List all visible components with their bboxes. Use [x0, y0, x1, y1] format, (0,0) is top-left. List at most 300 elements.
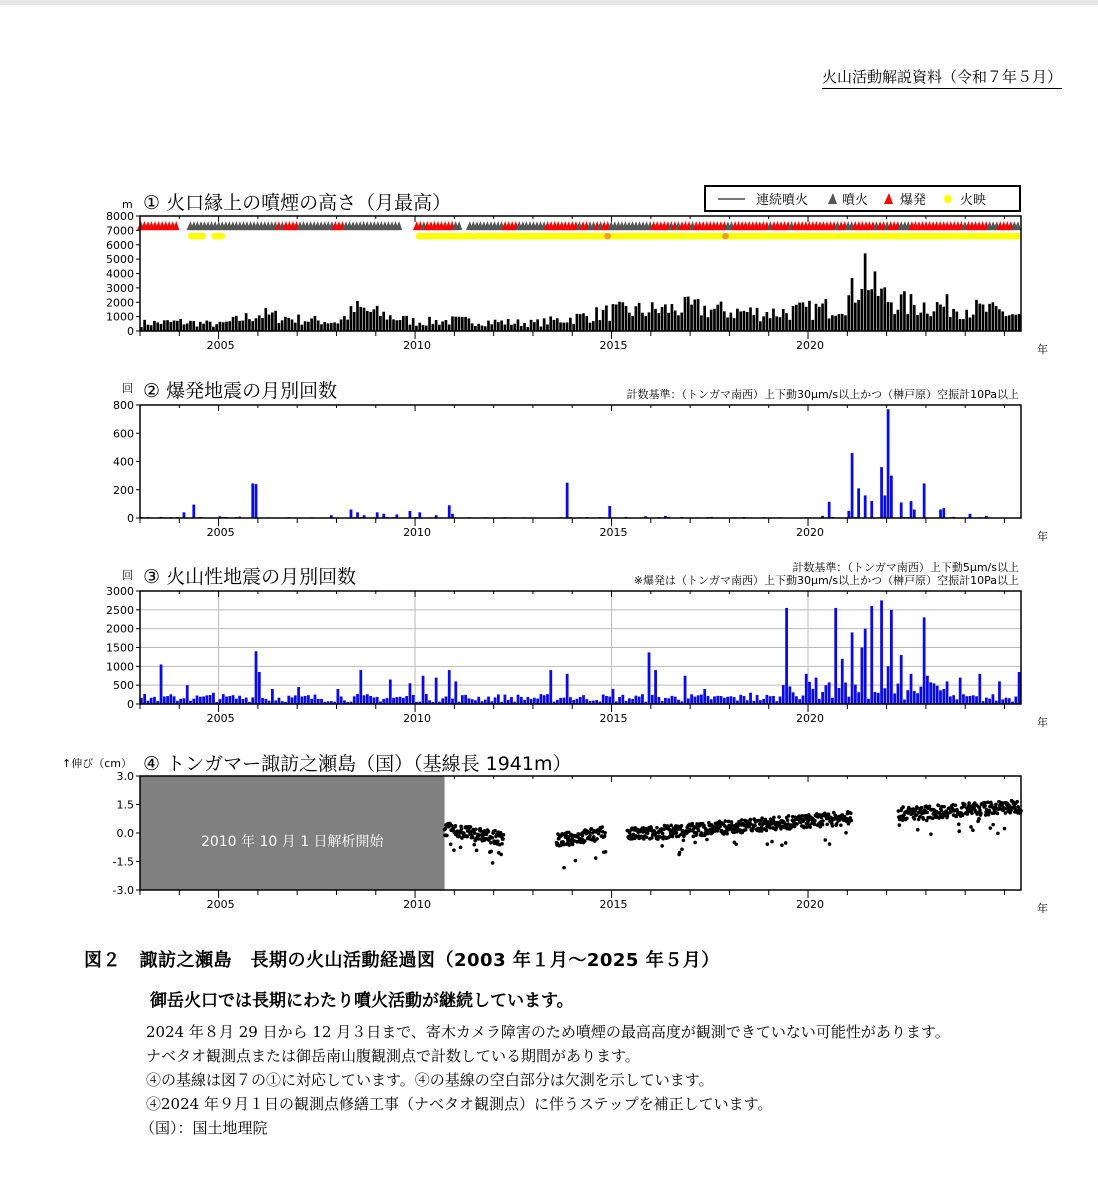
- plume-bar: [651, 302, 654, 331]
- volcanic-quake-bar: [919, 687, 922, 704]
- plume-bar: [150, 325, 153, 331]
- baseline-point: [821, 819, 825, 823]
- baseline-point: [766, 842, 770, 846]
- top-border: [0, 0, 1098, 5]
- explosion-quake-bar: [851, 453, 854, 518]
- plume-bar: [638, 303, 641, 331]
- volcanic-quake-bar: [700, 695, 703, 704]
- plume-bar: [648, 312, 651, 331]
- plume-bar: [844, 315, 847, 331]
- volcanic-quake-bar: [487, 697, 490, 704]
- plume-bar: [838, 314, 841, 331]
- note-2: ④の基線は図７の①に対応しています。④の基線の空白部分は欠測を示しています。: [146, 1071, 714, 1089]
- volcanic-quake-bar: [651, 695, 654, 704]
- panel-title-1: ① 火口縁上の噴煙の高さ（月最高）: [143, 192, 452, 214]
- volcanic-quake-bar: [874, 692, 877, 704]
- plume-bar: [431, 324, 434, 331]
- plume-bar: [481, 326, 484, 331]
- plume-bar: [399, 320, 402, 331]
- xtick-label-4-3: 2020: [796, 898, 825, 911]
- volcanic-quake-bar: [1018, 672, 1021, 704]
- plume-bar: [307, 322, 310, 331]
- volcanic-quake-bar: [910, 674, 913, 704]
- explosion-quake-bar: [890, 476, 893, 518]
- explosion-quake-bar: [900, 502, 903, 518]
- volcanic-quake-bar: [454, 681, 457, 704]
- baseline-point: [588, 831, 592, 835]
- volcanic-quake-bar: [192, 699, 195, 704]
- volcanic-quake-bar: [618, 697, 621, 704]
- volcanic-quake-bar: [143, 694, 146, 704]
- volcanic-quake-bar: [477, 697, 480, 704]
- volcanic-quake-bar: [723, 698, 726, 704]
- baseline-point: [682, 838, 686, 842]
- volcanic-quake-bar: [238, 696, 241, 704]
- plume-bar: [448, 325, 451, 331]
- plume-bar: [625, 306, 628, 331]
- baseline-point: [765, 829, 769, 833]
- plume-bar: [959, 319, 962, 331]
- plume-bar: [549, 316, 552, 331]
- plume-bar: [543, 318, 546, 331]
- plume-bar: [916, 315, 919, 331]
- baseline-point: [661, 832, 665, 836]
- volcanic-quake-bar: [864, 629, 867, 704]
- baseline-point: [655, 826, 659, 830]
- volcanic-quake-bar: [464, 695, 467, 704]
- volcanic-quake-bar: [169, 694, 172, 704]
- explosion-quake-bar: [192, 505, 195, 518]
- baseline-point: [669, 824, 673, 828]
- plume-bar: [412, 318, 415, 331]
- volcanic-quake-bar: [291, 697, 294, 704]
- baseline-point: [471, 836, 475, 840]
- plume-bar: [936, 302, 939, 331]
- plume-bar: [707, 317, 710, 331]
- volcanic-quake-bar: [749, 693, 752, 704]
- plume-bar: [333, 322, 336, 331]
- xtick-label-3-0: 2005: [206, 712, 235, 725]
- volcanic-quake-bar: [805, 674, 808, 704]
- ytick-label-4-0: -3.0: [112, 884, 134, 897]
- explosion-quake-bar: [376, 512, 379, 518]
- plume-bar: [471, 323, 474, 331]
- glow-mark-highlight: [722, 233, 729, 240]
- baseline-point: [475, 849, 479, 853]
- plume-bar: [897, 310, 900, 331]
- plume-bar: [356, 301, 359, 331]
- xtick-label-2-0: 2005: [206, 526, 235, 539]
- baseline-point: [740, 818, 744, 822]
- baseline-point: [825, 823, 829, 827]
- volcanic-quake-bar: [739, 695, 742, 704]
- volcanic-quake-bar: [409, 683, 412, 704]
- volcanic-quake-bar: [969, 696, 972, 704]
- plume-bar: [608, 321, 611, 331]
- volcanic-quake-bar: [451, 699, 454, 704]
- volcanic-quake-bar: [769, 696, 772, 704]
- plume-bar: [1001, 311, 1004, 331]
- plume-bar: [310, 318, 313, 331]
- plume-bar: [779, 317, 782, 331]
- plume-bar: [494, 320, 497, 331]
- plume-bar: [703, 306, 706, 331]
- plume-bar: [926, 314, 929, 331]
- plume-bar: [952, 309, 955, 331]
- baseline-point: [583, 839, 587, 843]
- glow-mark: [200, 233, 207, 240]
- volcanic-quake-bar: [730, 696, 733, 704]
- volcanic-quake-bar: [900, 655, 903, 704]
- plume-bar: [441, 322, 444, 331]
- plume-bar: [788, 320, 791, 331]
- baseline-point: [971, 828, 975, 832]
- plume-bar: [589, 323, 592, 331]
- baseline-point: [831, 824, 835, 828]
- plume-bar: [785, 313, 788, 331]
- explosion-quake-bar: [870, 501, 873, 518]
- plume-bar: [468, 318, 471, 331]
- plume-bar: [215, 324, 218, 331]
- plume-bar: [189, 321, 192, 331]
- plume-bar: [890, 302, 893, 331]
- baseline-point: [502, 833, 506, 837]
- baseline-point: [849, 819, 853, 823]
- plume-bar: [992, 302, 995, 331]
- plume-bar: [867, 290, 870, 331]
- baseline-point: [753, 824, 757, 828]
- baseline-point: [697, 829, 701, 833]
- volcanic-quake-bar: [228, 696, 231, 704]
- plume-bar: [405, 316, 408, 331]
- explosion-quake-bar: [255, 484, 258, 518]
- plume-bar: [176, 321, 179, 331]
- document-header-note: 火山活動解説資料（令和７年５月）: [822, 66, 1062, 89]
- plume-bar: [222, 322, 225, 331]
- volcanic-quake-bar: [841, 659, 844, 704]
- plume-bar: [533, 322, 536, 331]
- volcanic-quake-bar: [726, 697, 729, 704]
- volcanic-quake-bar: [834, 608, 837, 704]
- baseline-point: [967, 801, 971, 805]
- plume-bar: [923, 302, 926, 331]
- baseline-point: [989, 826, 993, 830]
- plume-bar: [592, 321, 595, 331]
- plume-bar: [985, 312, 988, 331]
- volcanic-quake-bar: [890, 610, 893, 704]
- plume-bar: [284, 317, 287, 331]
- plume-bar: [772, 309, 775, 331]
- volcanic-quake-bar: [861, 648, 864, 705]
- plume-bar: [556, 318, 559, 331]
- volcanic-quake-bar: [877, 693, 880, 704]
- baseline-point: [905, 817, 909, 821]
- volcanic-quake-bar: [795, 696, 798, 704]
- plume-bar: [513, 324, 516, 331]
- baseline-point: [922, 817, 926, 821]
- volcanic-quake-bar: [818, 699, 821, 704]
- plume-bar: [251, 321, 254, 331]
- baseline-point: [465, 835, 469, 839]
- volcanic-quake-bar: [906, 690, 909, 704]
- volcanic-quake-bar: [887, 666, 890, 704]
- criteria-3b: ※爆発は（トンガマ南西）上下動30μm/s以上かつ（榊戸原）空振計10Pa以上: [633, 574, 1019, 587]
- plume-bar: [887, 302, 890, 331]
- volcanic-quake-bar: [425, 694, 428, 704]
- plume-bar: [363, 308, 366, 331]
- volcanic-quake-bar: [566, 674, 569, 704]
- plume-bar: [451, 316, 454, 331]
- volcanic-quake-bar: [808, 682, 811, 704]
- baseline-point: [1015, 800, 1019, 804]
- criteria-2: 計数基準：（トンガマ南西）上下動30μm/s以上かつ（榊戸原）空振計10Pa以上: [626, 388, 1019, 401]
- plume-bar: [409, 325, 412, 331]
- plume-bar: [854, 303, 857, 331]
- y-axis-label-4: ↑伸び（cm）: [62, 757, 132, 770]
- volcanic-quake-bar: [533, 698, 536, 704]
- volcanic-quake-bar: [206, 695, 209, 704]
- plume-bar: [782, 309, 785, 331]
- plume-bar: [278, 323, 281, 331]
- ytick-label-2-4: 800: [113, 399, 134, 412]
- glow-mark-highlight: [604, 233, 611, 240]
- volcanic-quake-bar: [693, 697, 696, 704]
- plume-bar: [857, 300, 860, 331]
- volcanic-quake-bar: [690, 694, 693, 704]
- volcanic-quake-bar: [648, 652, 651, 704]
- panel-title-4: ④ トンガマー諏訪之瀬島（国）（基線長 1941m）: [143, 753, 572, 775]
- volcanic-quake-bar: [356, 694, 359, 704]
- plume-bar: [359, 307, 362, 331]
- plume-bar: [602, 310, 605, 331]
- volcanic-quake-bar: [517, 695, 520, 704]
- plume-bar: [264, 308, 267, 331]
- plume-bar: [382, 312, 385, 331]
- volcanic-quake-bar: [720, 696, 723, 704]
- plume-bar: [173, 321, 176, 331]
- volcanic-quake-bar: [959, 678, 962, 704]
- volcanic-quake-bar: [166, 696, 169, 704]
- plume-bar: [166, 320, 169, 331]
- plume-bar: [605, 305, 608, 331]
- volcanic-quake-bar: [867, 699, 870, 704]
- volcanic-quake-bar: [870, 606, 873, 704]
- baseline-point: [786, 818, 790, 822]
- plume-bar: [910, 294, 913, 331]
- plume-bar: [716, 305, 719, 331]
- plume-bar: [477, 324, 480, 331]
- plume-bar: [929, 316, 932, 331]
- baseline-point: [988, 809, 992, 813]
- note-3: ④2024 年９月１日の観測点修繕工事（ナベタオ観測点）に伴うステップを補正しています。: [146, 1095, 773, 1113]
- volcanic-quake-bar: [713, 696, 716, 704]
- baseline-point: [675, 831, 679, 835]
- plume-bar: [304, 321, 307, 331]
- volcanic-quake-bar: [402, 698, 405, 704]
- plume-bar: [808, 301, 811, 331]
- plume-bar: [268, 315, 271, 331]
- ytick-label-1-7: 7000: [106, 224, 134, 238]
- plume-bar: [520, 326, 523, 331]
- baseline-point: [839, 823, 843, 827]
- panel-title-3: ③ 火山性地震の月別回数: [143, 566, 357, 588]
- volcanic-quake-bar: [150, 698, 153, 704]
- figure-notes: [128, 1020, 1058, 1140]
- x-axis-unit-1: 年: [1037, 343, 1048, 356]
- baseline-point: [978, 805, 982, 809]
- volcanic-quake-bar: [448, 670, 451, 704]
- baseline-point: [499, 853, 503, 857]
- volcanic-quake-bar: [939, 690, 942, 704]
- volcanic-quake-bar: [785, 608, 788, 704]
- volcanic-quake-bar: [546, 694, 549, 704]
- xtick-label-1-0: 2005: [206, 339, 235, 352]
- baseline-point: [469, 825, 473, 829]
- volcanic-quake-bar: [802, 695, 805, 704]
- plume-bar: [192, 321, 195, 331]
- plume-bar: [507, 319, 510, 331]
- baseline-point: [489, 850, 493, 854]
- volcanic-quake-bar: [779, 697, 782, 704]
- volcanic-quake-bar: [153, 697, 156, 704]
- plume-bar: [621, 302, 624, 331]
- plume-bar: [690, 305, 693, 331]
- baseline-point: [678, 851, 682, 855]
- plume-bar: [183, 324, 186, 331]
- volcanic-quake-bar: [294, 695, 297, 704]
- plume-bar: [752, 315, 755, 331]
- plume-bar: [337, 323, 340, 331]
- plume-bar: [654, 309, 657, 331]
- plume-bar: [824, 299, 827, 331]
- volcanic-quake-bar: [667, 698, 670, 704]
- plume-bar: [641, 313, 644, 331]
- plume-bar: [995, 306, 998, 331]
- explosion-quake-bar: [887, 409, 890, 518]
- baseline-point: [983, 804, 987, 808]
- volcanic-quake-bar: [733, 697, 736, 704]
- volcanic-quake-bar: [222, 694, 225, 704]
- plume-bar: [281, 320, 284, 331]
- volcanic-quake-bar: [278, 698, 281, 704]
- plume-bar: [615, 304, 618, 331]
- plume-bar: [346, 320, 349, 331]
- volcanic-quake-bar: [353, 696, 356, 704]
- volcanic-quake-bar: [641, 694, 644, 704]
- baseline-point: [603, 831, 607, 835]
- volcanic-quake-bar: [202, 696, 205, 704]
- baseline-point: [493, 829, 497, 833]
- plume-bar: [988, 304, 991, 331]
- plume-bar: [156, 322, 159, 331]
- x-axis-unit-4: 年: [1037, 902, 1048, 915]
- plume-bar: [851, 278, 854, 331]
- plume-bar: [913, 305, 916, 331]
- xtick-label-3-2: 2015: [599, 712, 628, 725]
- volcanic-quake-bar: [183, 698, 186, 704]
- baseline-point: [970, 811, 974, 815]
- plume-bar: [340, 319, 343, 331]
- plume-bar: [933, 311, 936, 331]
- unit-label-1: m: [122, 198, 133, 211]
- volcanic-quake-bar: [287, 696, 290, 704]
- plume-bar: [749, 307, 752, 331]
- plume-bar: [680, 313, 683, 331]
- volcanic-quake-bar: [972, 695, 975, 704]
- plume-bar: [949, 317, 952, 331]
- baseline-point: [942, 805, 946, 809]
- plume-bar: [883, 287, 886, 331]
- ytick-label-1-4: 4000: [106, 267, 134, 281]
- plume-bar: [320, 324, 323, 331]
- baseline-point: [489, 841, 493, 845]
- volcanic-quake-bar: [1014, 697, 1017, 704]
- volcanic-quake-bar: [716, 696, 719, 704]
- note-1: ナベタオ観測点または御岳南山腹観測点で計数している期間があります。: [146, 1047, 640, 1065]
- plume-bar: [667, 313, 670, 331]
- xtick-label-3-3: 2020: [796, 712, 825, 725]
- figure-caption: 図２ 諏訪之瀬島 長期の火山活動経過図（2003 年１月～2025 年５月）: [84, 950, 720, 971]
- baseline-point: [787, 814, 791, 818]
- baseline-point: [474, 828, 478, 832]
- plume-bar: [946, 294, 949, 331]
- baseline-point: [562, 866, 566, 870]
- baseline-point: [991, 823, 995, 827]
- plume-bar: [242, 321, 245, 331]
- volcanic-quake-bar: [359, 670, 362, 704]
- xtick-label-4-0: 2005: [206, 898, 235, 911]
- plume-bar: [232, 317, 235, 331]
- volcanic-quake-bar: [468, 698, 471, 704]
- volcanic-quake-bar: [412, 695, 415, 704]
- baseline-point: [813, 819, 817, 823]
- plume-bar: [553, 320, 556, 331]
- plume-bar: [802, 302, 805, 331]
- volcanic-quake-bar: [929, 682, 932, 704]
- ytick-label-3-2: 1000: [106, 660, 134, 674]
- volcanic-quake-bar: [978, 674, 981, 704]
- volcanic-quake-bar: [687, 699, 690, 704]
- plume-bar: [523, 323, 526, 331]
- plume-bar: [350, 306, 353, 331]
- plume-bar: [258, 315, 261, 331]
- plume-bar: [713, 309, 716, 331]
- volcanic-quake-bar: [300, 697, 303, 704]
- explosion-quake-bar: [883, 495, 886, 518]
- plume-bar: [1014, 315, 1017, 331]
- volcanic-quake-bar: [510, 697, 513, 704]
- volcanic-quake-bar: [569, 697, 572, 704]
- baseline-point: [500, 842, 504, 846]
- xtick-label-4-1: 2010: [403, 898, 432, 911]
- plume-bar: [199, 322, 202, 331]
- baseline-point: [780, 843, 784, 847]
- plume-bar: [1008, 315, 1011, 331]
- plume-bar: [576, 314, 579, 331]
- volcanic-quake-bar: [310, 699, 313, 704]
- plume-bar: [978, 304, 981, 331]
- plume-bar: [1018, 314, 1021, 331]
- volcanic-quake-bar: [271, 689, 274, 704]
- baseline-point: [604, 850, 608, 854]
- volcanic-quake-bar: [307, 695, 310, 704]
- plume-bar: [572, 324, 575, 331]
- volcanic-quake-bar: [422, 676, 425, 704]
- plume-bar: [274, 311, 277, 331]
- plume-bar: [297, 315, 300, 331]
- baseline-point: [724, 819, 728, 823]
- volcanic-quake-bar: [962, 694, 965, 704]
